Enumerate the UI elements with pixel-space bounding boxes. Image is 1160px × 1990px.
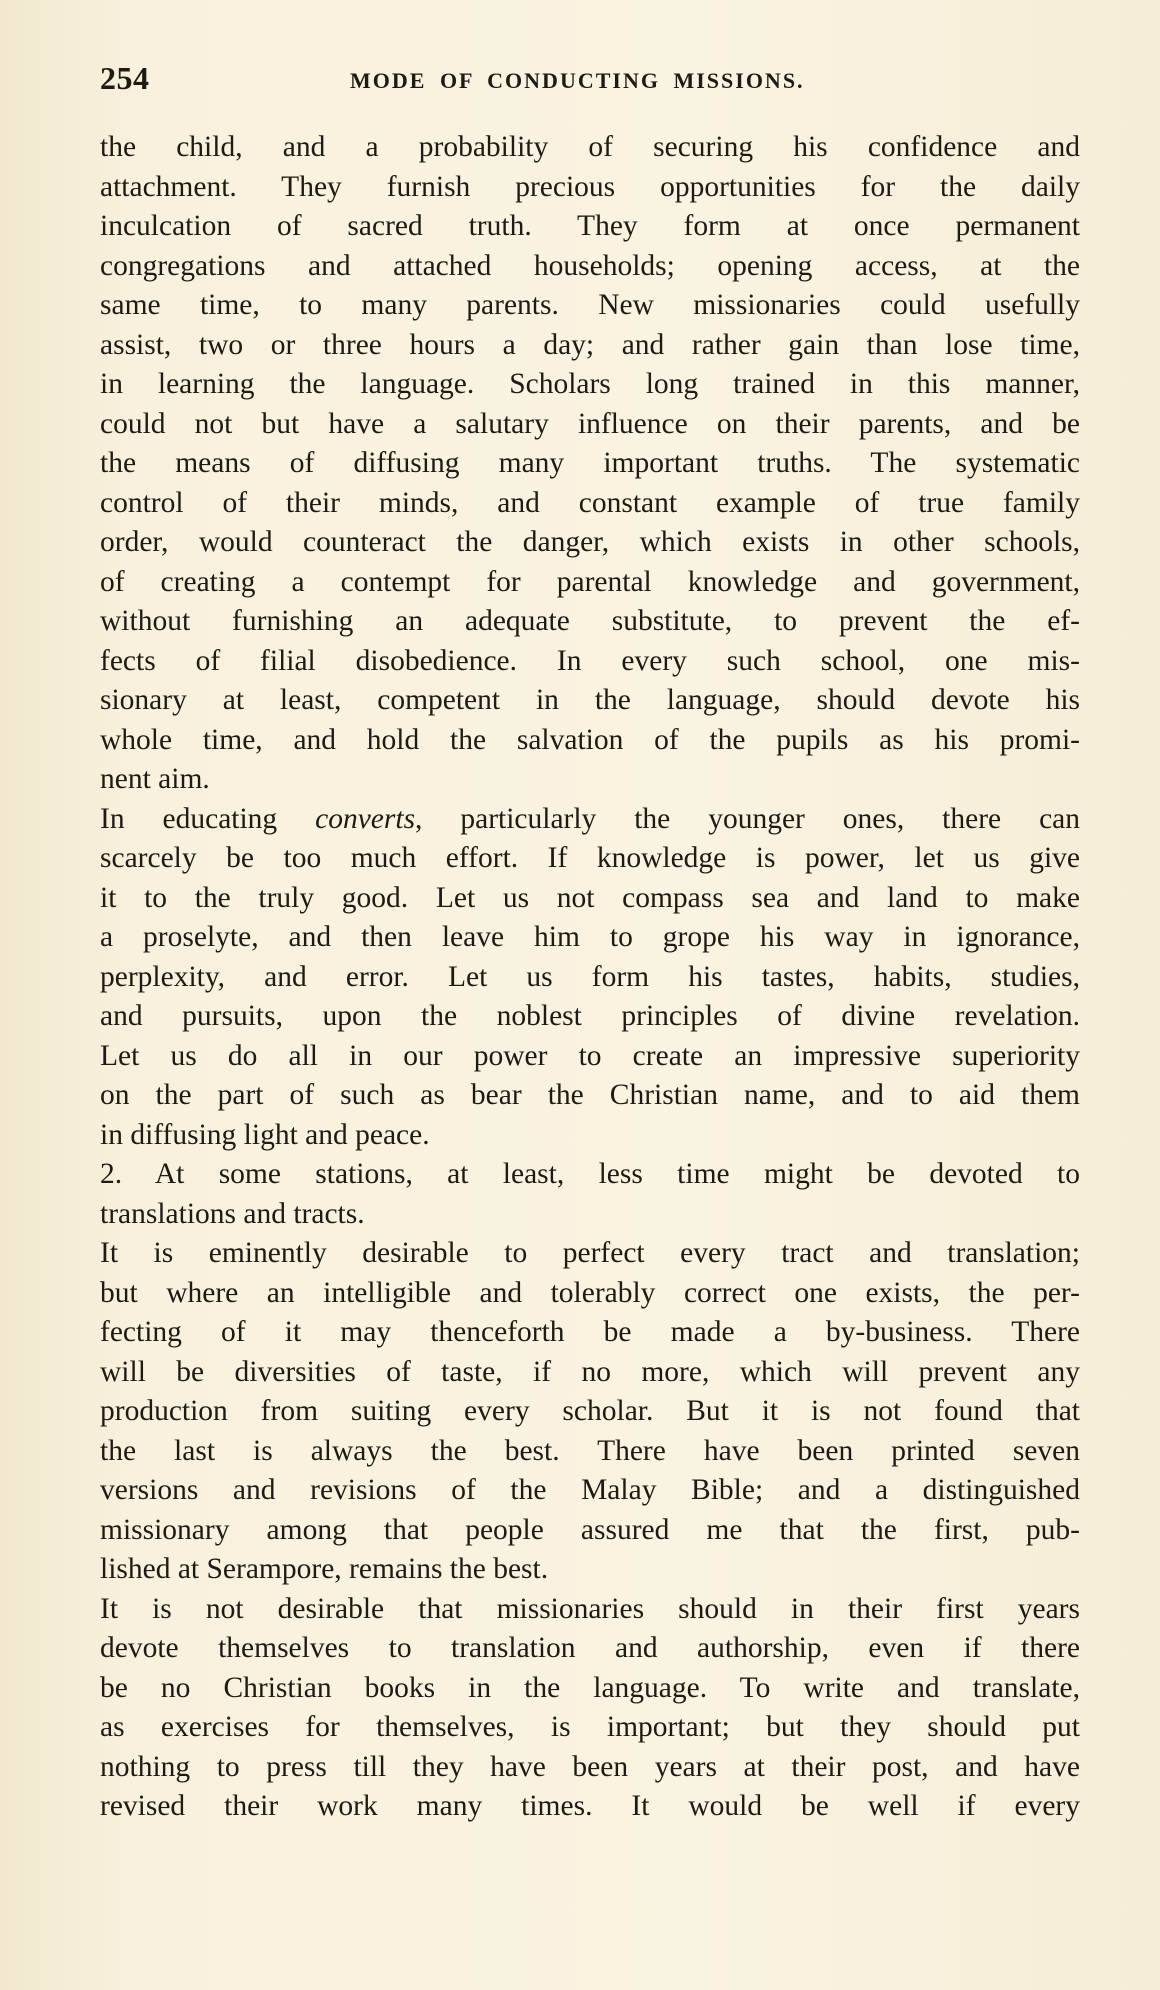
text-line: assist, two or three hours a day; and rather gain than lose time, xyxy=(100,328,1080,361)
text-line: scarcely be too much effort. If knowledge is power, let us give xyxy=(100,842,1080,874)
text-line: fecting of it may thenceforth be made a by-business. There xyxy=(100,1316,1080,1348)
running-head: MODE OF CONDUCTING MISSIONS. xyxy=(350,68,805,93)
text-line: nothing to press till they have been years at their post, and have xyxy=(100,1750,1080,1783)
text-line: order, would counteract the danger, which exists in other schools, xyxy=(100,526,1080,558)
text-line: revised their work many times. It would be well if every xyxy=(100,1790,1080,1822)
text-line: without furnishing an adequate substitute, to prevent the ef- xyxy=(100,605,1080,637)
text-line: same time, to many parents. New missionaries could usefully xyxy=(100,289,1080,321)
text-line: in diffusing light and peace. xyxy=(100,1118,430,1151)
page-header xyxy=(100,60,1080,100)
text-line: 2. At some stations, at least, less time might be devoted to xyxy=(100,1158,1080,1190)
text-line: as exercises for themselves, is important; but they should put xyxy=(100,1711,1080,1743)
text-line: and pursuits, upon the noblest principles of divine revelation. xyxy=(100,1000,1080,1032)
text-line: but where an intelligible and tolerably correct one exists, the per- xyxy=(100,1276,1080,1309)
text-line: versions and revisions of the Malay Bible; and a distinguished xyxy=(100,1474,1080,1506)
text-line: sionary at least, competent in the language, should devote his xyxy=(100,684,1080,716)
text-line: Let us do all in our power to create an impressive superiority xyxy=(100,1039,1080,1072)
text-line: perplexity, and error. Let us form his tastes, habits, studies, xyxy=(100,960,1080,993)
text-line: It is eminently desirable to perfect every tract and translation; xyxy=(100,1237,1080,1269)
text-line-with-italic: In educating converts, particularly the younger ones, there can xyxy=(100,802,1080,835)
text-line: of creating a contempt for parental knowledge and government, xyxy=(100,565,1080,598)
text-line: control of their minds, and constant example of true family xyxy=(100,486,1080,519)
text-line: missionary among that people assured me that the first, pub- xyxy=(100,1513,1080,1546)
text-line: It is not desirable that missionaries should in their first years xyxy=(100,1592,1080,1625)
text-line: in learning the language. Scholars long trained in this manner, xyxy=(100,368,1080,400)
text-line: nent aim. xyxy=(100,763,210,795)
text-line: the child, and a probability of securing his confidence and xyxy=(100,131,1080,163)
text-line: production from suiting every scholar. But it is not found that xyxy=(100,1395,1080,1427)
text-line: a proselyte, and then leave him to grope his way in ignorance, xyxy=(100,921,1080,953)
body-text xyxy=(100,128,1080,1827)
text-line: the last is always the best. There have been printed seven xyxy=(100,1434,1080,1467)
text-line: lished at Serampore, remains the best. xyxy=(100,1553,549,1585)
text-line: will be diversities of taste, if no more, which will prevent any xyxy=(100,1355,1080,1388)
text-line: be no Christian books in the language. To write and translate, xyxy=(100,1671,1080,1704)
text-line: translations and tracts. xyxy=(100,1197,365,1230)
page-number: 254 xyxy=(100,60,150,96)
text-line: whole time, and hold the salvation of the pupils as his promi- xyxy=(100,723,1080,756)
text-line: could not but have a salutary influence on their parents, and be xyxy=(100,407,1080,440)
text-line: fects of filial disobedience. In every such school, one mis- xyxy=(100,644,1080,677)
italic-word: converts xyxy=(315,802,416,835)
text-line: the means of diffusing many important truths. The systematic xyxy=(100,447,1080,479)
text-line: it to the truly good. Let us not compass sea and land to make xyxy=(100,881,1080,914)
text-line: inculcation of sacred truth. They form at once permanent xyxy=(100,210,1080,242)
text-line: on the part of such as bear the Christian name, and to aid them xyxy=(100,1079,1080,1111)
text-line: attachment. They furnish precious opportunities for the daily xyxy=(100,170,1080,203)
text-line: devote themselves to translation and authorship, even if there xyxy=(100,1632,1080,1664)
text-line: congregations and attached households; opening access, at the xyxy=(100,249,1080,282)
